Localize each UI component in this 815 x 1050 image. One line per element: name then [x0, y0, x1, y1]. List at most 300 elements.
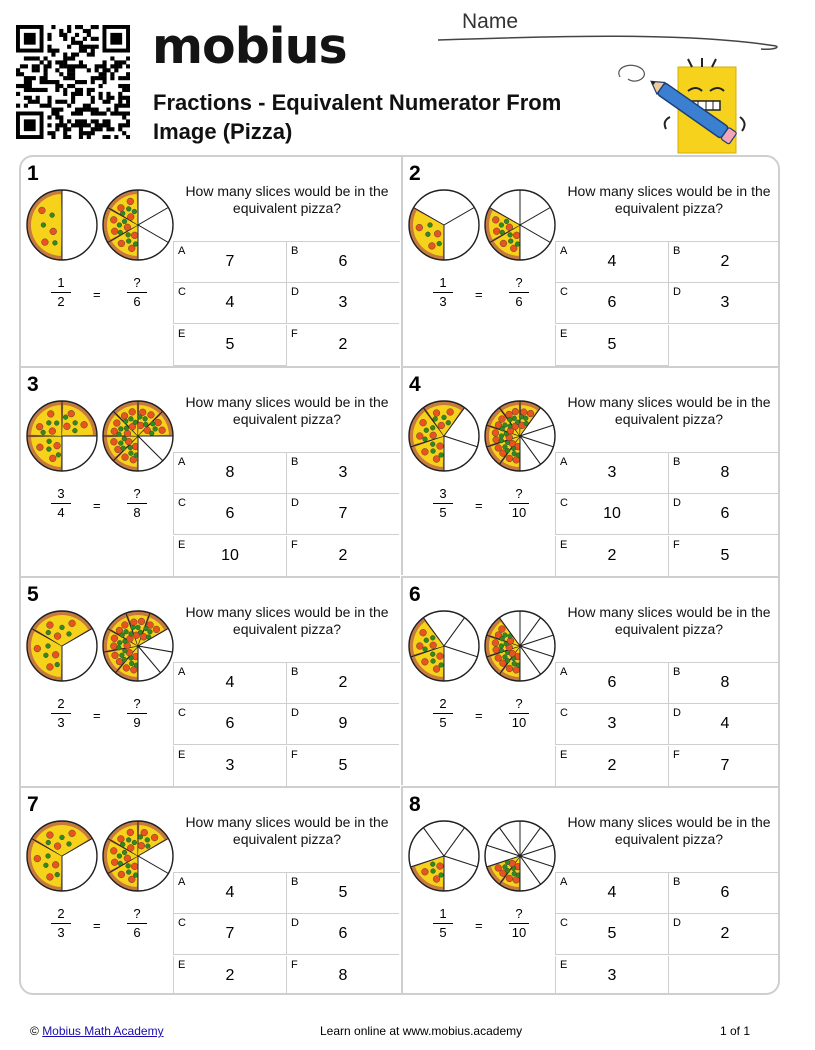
problem-number: 7	[27, 793, 39, 816]
qr-module	[83, 80, 87, 84]
answer-choice-e[interactable]	[555, 325, 668, 366]
choice-value: 10	[603, 505, 621, 522]
answer-choice-a[interactable]	[555, 873, 668, 914]
qr-module	[122, 104, 126, 108]
pepper-topping	[430, 442, 435, 447]
qr-module	[75, 111, 79, 115]
answer-choice-e[interactable]	[173, 956, 286, 995]
pepperoni-topping	[127, 214, 134, 221]
target-denominator: 10	[511, 505, 527, 520]
qr-module	[79, 108, 83, 112]
given-numerator: 3	[51, 486, 71, 504]
qr-module	[87, 29, 91, 33]
answer-choice-a[interactable]	[555, 663, 668, 704]
question-text: How many slices would be in the equivalent pizza?	[567, 394, 771, 427]
qr-module	[91, 119, 95, 123]
given-fraction	[433, 696, 453, 731]
pepper-topping	[60, 625, 65, 630]
pepperoni-topping	[500, 240, 507, 247]
answer-choice-a[interactable]	[173, 873, 286, 914]
pepperoni-topping	[36, 423, 43, 430]
pepper-topping	[67, 842, 72, 847]
qr-module	[126, 88, 130, 92]
pepperoni-topping	[111, 859, 118, 866]
choice-letter: A	[178, 456, 186, 468]
qr-module	[51, 53, 55, 57]
pepper-topping	[67, 632, 72, 637]
pepper-topping	[512, 416, 517, 421]
qr-module	[44, 104, 48, 108]
qr-module	[91, 76, 95, 80]
pepper-topping	[499, 438, 504, 443]
pepper-topping	[442, 415, 447, 420]
answer-choice-e[interactable]	[555, 746, 668, 787]
choice-value: 4	[225, 674, 235, 691]
pepper-topping	[121, 446, 126, 451]
answer-choice-empty	[668, 956, 780, 995]
given-denominator: 3	[57, 715, 65, 730]
target-numerator: ?	[127, 275, 147, 293]
equals-sign: =	[93, 498, 101, 513]
answer-choice-c[interactable]	[173, 283, 286, 324]
choice-value: 2	[607, 757, 617, 774]
qr-module	[87, 131, 91, 135]
qr-module	[55, 111, 59, 115]
qr-module	[106, 119, 110, 123]
qr-module	[44, 68, 48, 72]
choice-value: 8	[338, 967, 348, 984]
answer-choice-b[interactable]	[286, 873, 399, 914]
qr-module	[91, 100, 95, 104]
choice-letter: A	[178, 245, 186, 257]
pizza-images	[406, 608, 556, 683]
choice-letter: E	[560, 959, 568, 971]
qr-module	[118, 92, 122, 96]
pepperoni-topping	[49, 428, 56, 435]
choice-letter: B	[673, 666, 681, 678]
qr-module	[36, 96, 40, 100]
pepper-topping	[55, 662, 60, 667]
pepper-topping	[55, 872, 60, 877]
qr-module	[126, 64, 130, 68]
qr-module	[95, 108, 99, 112]
qr-module	[126, 96, 130, 100]
qr-module	[47, 100, 51, 104]
qr-module	[114, 64, 118, 68]
pepperoni-topping	[430, 432, 437, 439]
qr-module	[59, 108, 63, 112]
target-numerator: ?	[509, 486, 529, 504]
choice-value: 6	[338, 925, 348, 942]
qr-module	[67, 29, 71, 33]
qr-module	[102, 64, 106, 68]
answer-choice-f[interactable]	[286, 746, 399, 788]
pepper-topping	[46, 644, 51, 649]
qr-finder-module	[110, 33, 122, 45]
qr-module	[118, 111, 122, 115]
qr-module	[122, 96, 126, 100]
learn-online-text: Learn online at www.mobius.academy	[320, 1024, 523, 1038]
answer-choice-d[interactable]	[668, 494, 780, 535]
qr-module	[67, 64, 71, 68]
qr-module	[36, 88, 40, 92]
qr-module	[47, 37, 51, 41]
choice-value: 3	[338, 464, 348, 481]
pepper-topping	[136, 625, 141, 630]
answer-choice-d[interactable]	[286, 494, 399, 535]
question-text: How many slices would be in the equivalent pizza?	[185, 814, 389, 847]
pepper-topping	[132, 840, 137, 845]
qr-module	[28, 88, 32, 92]
given-fraction	[433, 275, 453, 310]
answer-choices	[173, 872, 400, 995]
choice-letter: B	[291, 456, 299, 468]
qr-module	[67, 104, 71, 108]
pepper-topping	[138, 835, 143, 840]
qr-module	[122, 111, 126, 115]
given-fraction	[433, 906, 453, 941]
answer-choice-e[interactable]	[555, 956, 668, 995]
pepper-topping	[500, 636, 505, 641]
answer-choice-f[interactable]	[286, 325, 399, 367]
pepperoni-topping	[433, 456, 440, 463]
pepper-topping	[499, 434, 504, 439]
given-denominator: 5	[439, 715, 447, 730]
pepper-topping	[128, 416, 133, 421]
pepperoni-topping	[54, 633, 61, 640]
qr-module	[95, 37, 99, 41]
pepper-topping	[116, 432, 121, 437]
answer-choice-d[interactable]	[286, 914, 399, 955]
answer-choice-d[interactable]	[668, 914, 780, 955]
pepperoni-topping	[113, 420, 120, 427]
target-denominator: 9	[133, 715, 141, 730]
answer-choice-b[interactable]	[286, 453, 399, 494]
qr-module	[102, 111, 106, 115]
pepper-topping	[73, 420, 78, 425]
qr-module	[51, 80, 55, 84]
pepperoni-topping	[437, 863, 444, 870]
answer-choice-e[interactable]	[173, 536, 286, 577]
qr-module	[47, 123, 51, 127]
pepper-topping	[500, 230, 505, 235]
qr-module	[102, 68, 106, 72]
answer-choice-c[interactable]	[173, 494, 286, 535]
choice-letter: B	[291, 666, 299, 678]
problem-6	[401, 576, 780, 785]
pepperoni-topping	[127, 845, 134, 852]
choice-letter: C	[560, 917, 568, 929]
pepperoni-topping	[122, 454, 129, 461]
given-denominator: 4	[57, 505, 65, 520]
qr-module	[126, 84, 130, 88]
qr-module	[99, 76, 103, 80]
equals-sign: =	[93, 708, 101, 723]
qr-module	[126, 111, 130, 115]
qr-module	[28, 100, 32, 104]
pepperoni-topping	[492, 639, 499, 646]
pepperoni-topping	[69, 620, 76, 627]
qr-module	[110, 111, 114, 115]
answer-choice-c[interactable]	[173, 914, 286, 955]
given-numerator: 2	[51, 696, 71, 714]
answer-choice-c[interactable]	[555, 494, 668, 535]
answer-choice-e[interactable]	[555, 536, 668, 577]
pepper-topping	[153, 426, 158, 431]
qr-module	[55, 88, 59, 92]
pepper-topping	[126, 206, 131, 211]
qr-module	[83, 64, 87, 68]
pepperoni-topping	[118, 871, 125, 878]
pepperoni-topping	[68, 410, 75, 417]
answer-choice-c[interactable]	[555, 704, 668, 745]
pepperoni-topping	[506, 875, 513, 882]
mobius-logo	[152, 18, 347, 75]
logo-text: mobius	[152, 18, 347, 75]
qr-module	[75, 92, 79, 96]
pepperoni-topping	[138, 842, 145, 849]
choice-letter: F	[291, 959, 298, 971]
qr-module	[91, 37, 95, 41]
answer-choice-b[interactable]	[668, 242, 780, 283]
target-pizza	[103, 190, 173, 260]
pepperoni-topping	[118, 836, 125, 843]
pepper-topping	[143, 416, 148, 421]
qr-module	[102, 135, 106, 139]
qr-module	[79, 64, 83, 68]
qr-module	[55, 100, 59, 104]
qr-module	[79, 135, 83, 139]
qr-module	[79, 131, 83, 135]
choice-value: 2	[225, 967, 235, 984]
answer-choice-e[interactable]	[173, 746, 286, 787]
qr-module	[102, 60, 106, 64]
pepper-topping	[46, 840, 51, 845]
answer-choice-b[interactable]	[668, 873, 780, 914]
pepperoni-topping	[437, 443, 444, 450]
qr-module	[83, 104, 87, 108]
pepperoni-topping	[138, 618, 145, 625]
choice-value: 3	[607, 715, 617, 732]
answer-choice-b[interactable]	[668, 453, 780, 494]
qr-module	[118, 84, 122, 88]
worksheet-title: Fractions - Equivalent Numerator From Image (Pizza)	[153, 90, 562, 144]
qr-module	[55, 68, 59, 72]
qr-module	[99, 111, 103, 115]
qr-module	[59, 119, 63, 123]
qr-module	[55, 84, 59, 88]
pepperoni-topping	[64, 423, 71, 430]
problem-3	[21, 366, 400, 575]
qr-module	[99, 123, 103, 127]
qr-module	[71, 72, 75, 76]
answer-choice-e[interactable]	[173, 325, 286, 366]
qr-module	[114, 135, 118, 139]
qr-module	[79, 119, 83, 123]
answer-choice-d[interactable]	[668, 704, 780, 745]
pepper-topping	[118, 441, 123, 446]
choice-value: 3	[607, 464, 617, 481]
pizza-images	[24, 608, 174, 683]
answer-choice-b[interactable]	[286, 242, 399, 283]
qr-module	[87, 53, 91, 57]
pepperoni-topping	[116, 658, 123, 665]
qr-module	[95, 68, 99, 72]
choice-letter: B	[291, 876, 299, 888]
target-fraction	[509, 275, 529, 310]
answer-choice-b[interactable]	[286, 663, 399, 704]
choice-letter: E	[560, 749, 568, 761]
qr-module	[106, 135, 110, 139]
choice-value: 5	[607, 925, 617, 942]
choice-value: 2	[720, 925, 730, 942]
pepper-topping	[505, 448, 510, 453]
choice-letter: E	[178, 959, 186, 971]
answer-choices	[555, 662, 780, 787]
pepper-topping	[126, 239, 131, 244]
qr-module	[114, 104, 118, 108]
qr-module	[75, 64, 79, 68]
qr-module	[87, 104, 91, 108]
choice-value: 7	[338, 505, 348, 522]
pepper-topping	[123, 419, 128, 424]
answer-choice-d[interactable]	[668, 283, 780, 324]
pepper-topping	[122, 657, 127, 662]
qr-module	[126, 76, 130, 80]
qr-module	[126, 123, 130, 127]
choice-value: 4	[225, 884, 235, 901]
choice-value: 3	[338, 294, 348, 311]
target-fraction	[509, 696, 529, 731]
pepperoni-topping	[153, 626, 160, 633]
choice-letter: D	[673, 286, 681, 298]
answer-choice-d[interactable]	[286, 704, 399, 745]
qr-module	[87, 92, 91, 96]
qr-module	[44, 80, 48, 84]
problem-number: 3	[27, 373, 39, 396]
pepperoni-topping	[52, 861, 59, 868]
answer-choice-c[interactable]	[555, 283, 668, 324]
pepper-topping	[508, 232, 513, 237]
qr-module	[67, 68, 71, 72]
problem-grid	[19, 155, 780, 995]
qr-module	[79, 123, 83, 127]
pepperoni-topping	[124, 224, 131, 231]
answer-choice-a[interactable]	[173, 663, 286, 704]
answer-choice-b[interactable]	[668, 663, 780, 704]
pepper-topping	[118, 230, 123, 235]
pepper-topping	[508, 239, 513, 244]
answer-choice-f[interactable]	[286, 536, 399, 578]
qr-module	[102, 76, 106, 80]
pepper-topping	[50, 213, 55, 218]
pepperoni-topping	[148, 411, 155, 418]
pepper-topping	[132, 209, 137, 214]
pepper-topping	[144, 626, 149, 631]
choice-letter: C	[560, 286, 568, 298]
answer-choice-a[interactable]	[173, 453, 286, 494]
mobius-academy-link[interactable]: Mobius Math Academy	[42, 1024, 164, 1038]
qr-module	[67, 56, 71, 60]
choice-value: 6	[607, 674, 617, 691]
given-denominator: 2	[57, 294, 65, 309]
problem-number: 2	[409, 162, 421, 185]
choice-letter: A	[560, 666, 568, 678]
qr-module	[24, 76, 28, 80]
answer-choice-d[interactable]	[286, 283, 399, 324]
answer-choice-a[interactable]	[555, 453, 668, 494]
qr-module	[44, 88, 48, 92]
answer-choice-a[interactable]	[555, 242, 668, 283]
choice-value: 4	[225, 294, 235, 311]
qr-module	[95, 127, 99, 131]
qr-module	[118, 104, 122, 108]
equals-sign: =	[93, 918, 101, 933]
given-numerator: 1	[433, 906, 453, 924]
qr-module	[63, 88, 67, 92]
pepper-topping	[145, 844, 150, 849]
qr-module	[63, 37, 67, 41]
given-pizza	[27, 821, 97, 891]
pepperoni-topping	[52, 651, 59, 658]
qr-module	[71, 92, 75, 96]
qr-module	[63, 33, 67, 37]
question-text: How many slices would be in the equivalent pizza?	[185, 604, 389, 637]
pepper-topping	[439, 453, 444, 458]
qr-module	[47, 45, 51, 49]
qr-module	[28, 76, 32, 80]
given-fraction	[51, 275, 71, 310]
answer-choice-f[interactable]	[286, 956, 399, 995]
target-numerator: ?	[127, 906, 147, 924]
pepper-topping	[47, 439, 52, 444]
qr-module	[59, 60, 63, 64]
pepper-topping	[118, 426, 123, 431]
pepperoni-topping	[114, 446, 121, 453]
pepperoni-topping	[506, 455, 513, 462]
qr-module	[71, 56, 75, 60]
qr-module	[106, 68, 110, 72]
pepperoni-topping	[493, 646, 500, 653]
answer-choice-f[interactable]	[668, 536, 780, 578]
answer-choice-a[interactable]	[173, 242, 286, 283]
pepper-topping	[499, 648, 504, 653]
choice-letter: A	[178, 666, 186, 678]
qr-module	[91, 108, 95, 112]
pepper-topping	[499, 644, 504, 649]
qr-module	[91, 45, 95, 49]
answer-choice-c[interactable]	[173, 704, 286, 745]
choice-value: 6	[720, 505, 730, 522]
qr-module	[87, 33, 91, 37]
pepperoni-topping	[124, 855, 131, 862]
target-denominator: 6	[133, 925, 141, 940]
pepper-topping	[148, 629, 153, 634]
qr-module	[102, 80, 106, 84]
qr-module	[79, 25, 83, 29]
qr-module	[63, 131, 67, 135]
pepperoni-topping	[137, 422, 144, 429]
answer-choice-f[interactable]	[668, 746, 780, 788]
answer-choice-c[interactable]	[555, 914, 668, 955]
problem-5	[21, 576, 400, 785]
pepperoni-topping	[506, 665, 513, 672]
pepperoni-topping	[47, 411, 54, 418]
choice-letter: A	[560, 876, 568, 888]
choice-value: 6	[720, 884, 730, 901]
qr-module	[59, 72, 63, 76]
qr-module	[71, 111, 75, 115]
